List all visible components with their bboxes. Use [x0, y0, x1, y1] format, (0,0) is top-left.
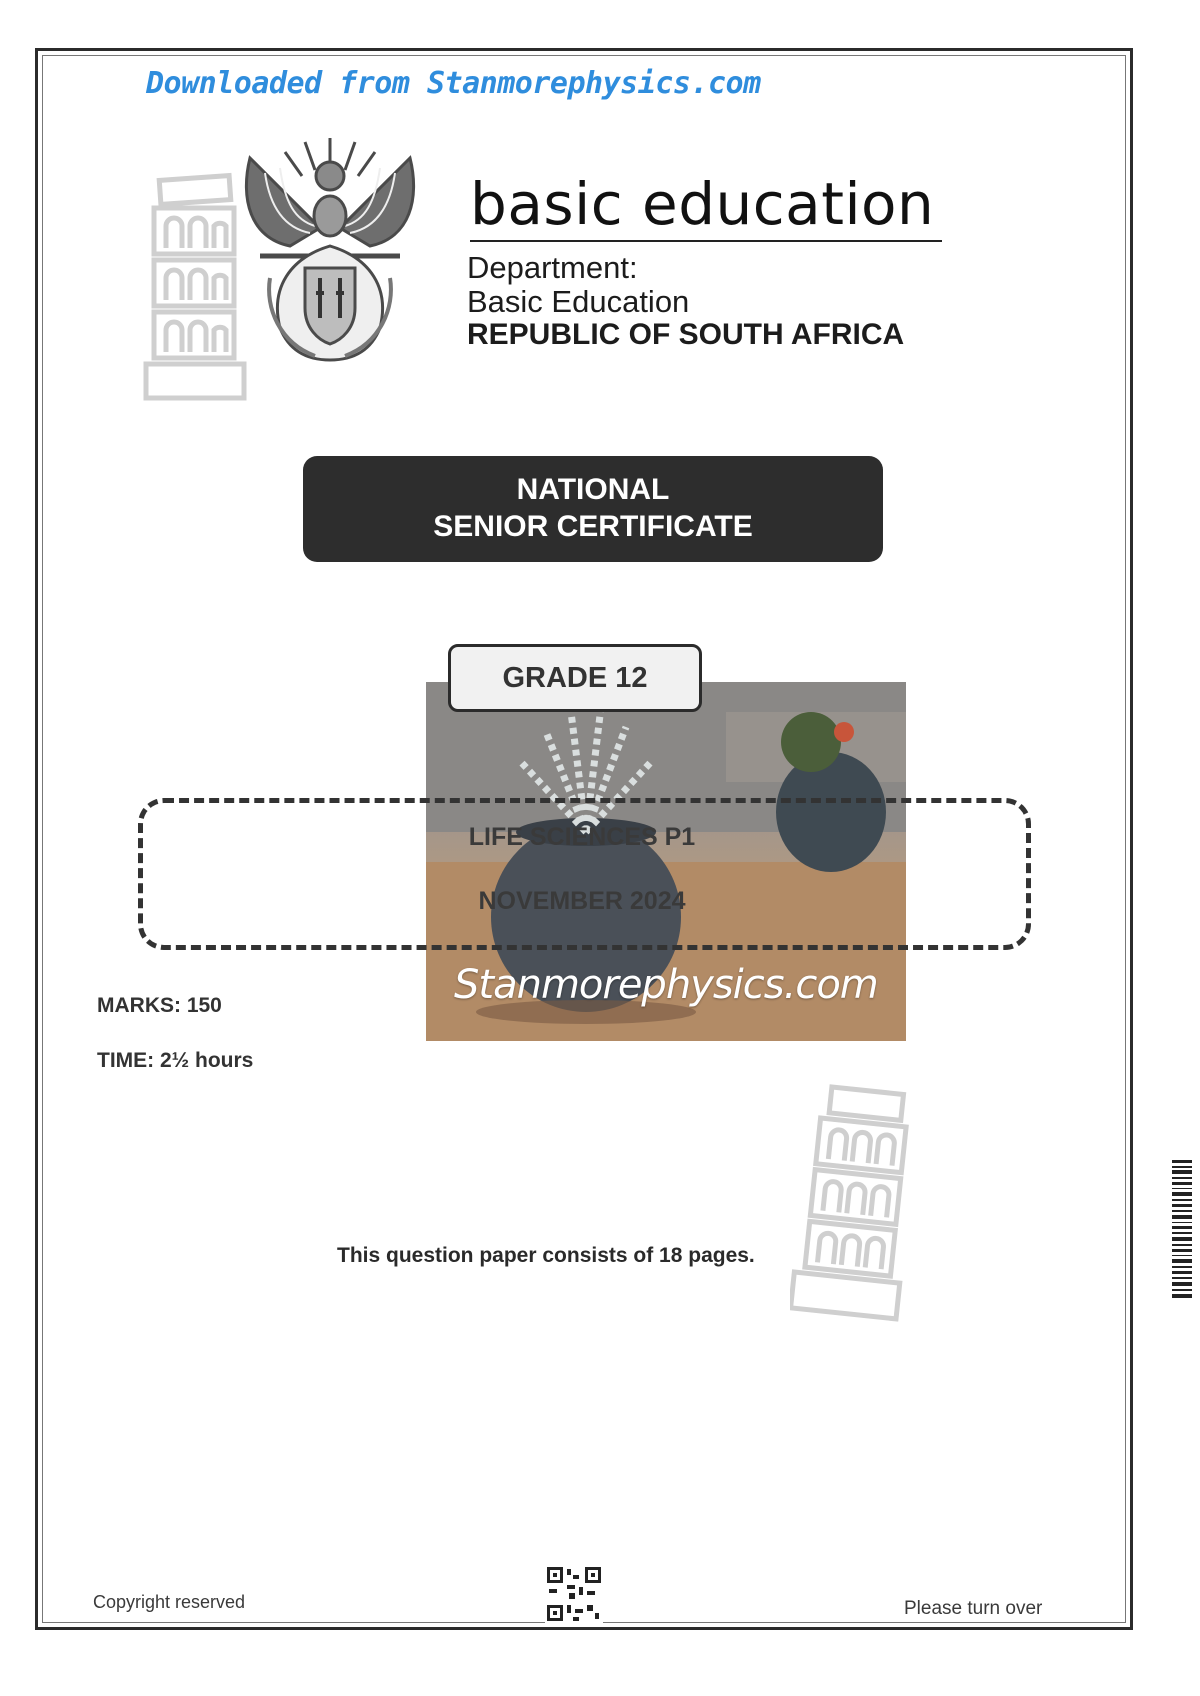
- barcode-icon: [1172, 1160, 1192, 1300]
- leaning-tower-watermark-icon: [790, 1082, 920, 1327]
- country-name: REPUBLIC OF SOUTH AFRICA: [467, 318, 905, 351]
- certificate-line-2: SENIOR CERTIFICATE: [433, 510, 753, 543]
- coat-of-arms-icon: [230, 128, 430, 368]
- exam-session: NOVEMBER 2024: [478, 887, 686, 915]
- download-banner[interactable]: Downloaded from Stanmorephysics.com: [146, 66, 761, 101]
- certificate-line-1: NATIONAL: [516, 473, 670, 506]
- exam-time: TIME: 2½ hours: [97, 1049, 254, 1072]
- copyright-notice: Copyright reserved: [93, 1592, 246, 1612]
- qr-code-icon: [545, 1565, 603, 1623]
- subject-frame: [138, 798, 1031, 950]
- department-name: Basic Education: [467, 284, 690, 319]
- turn-over-note: Please turn over: [904, 1598, 1043, 1619]
- pages-note: This question paper consists of 18 pages.: [337, 1244, 755, 1267]
- certificate-banner: [303, 456, 883, 562]
- watermark-site: Stanmorephysics.com: [454, 962, 878, 1008]
- grade-label: GRADE 12: [448, 644, 702, 712]
- subject-name: LIFE SCIENCES P1: [468, 823, 696, 851]
- brand-title: basic education: [470, 170, 935, 238]
- department-label: Department:: [467, 250, 638, 285]
- exam-marks: MARKS: 150: [97, 994, 222, 1017]
- brand-underline: [470, 240, 942, 242]
